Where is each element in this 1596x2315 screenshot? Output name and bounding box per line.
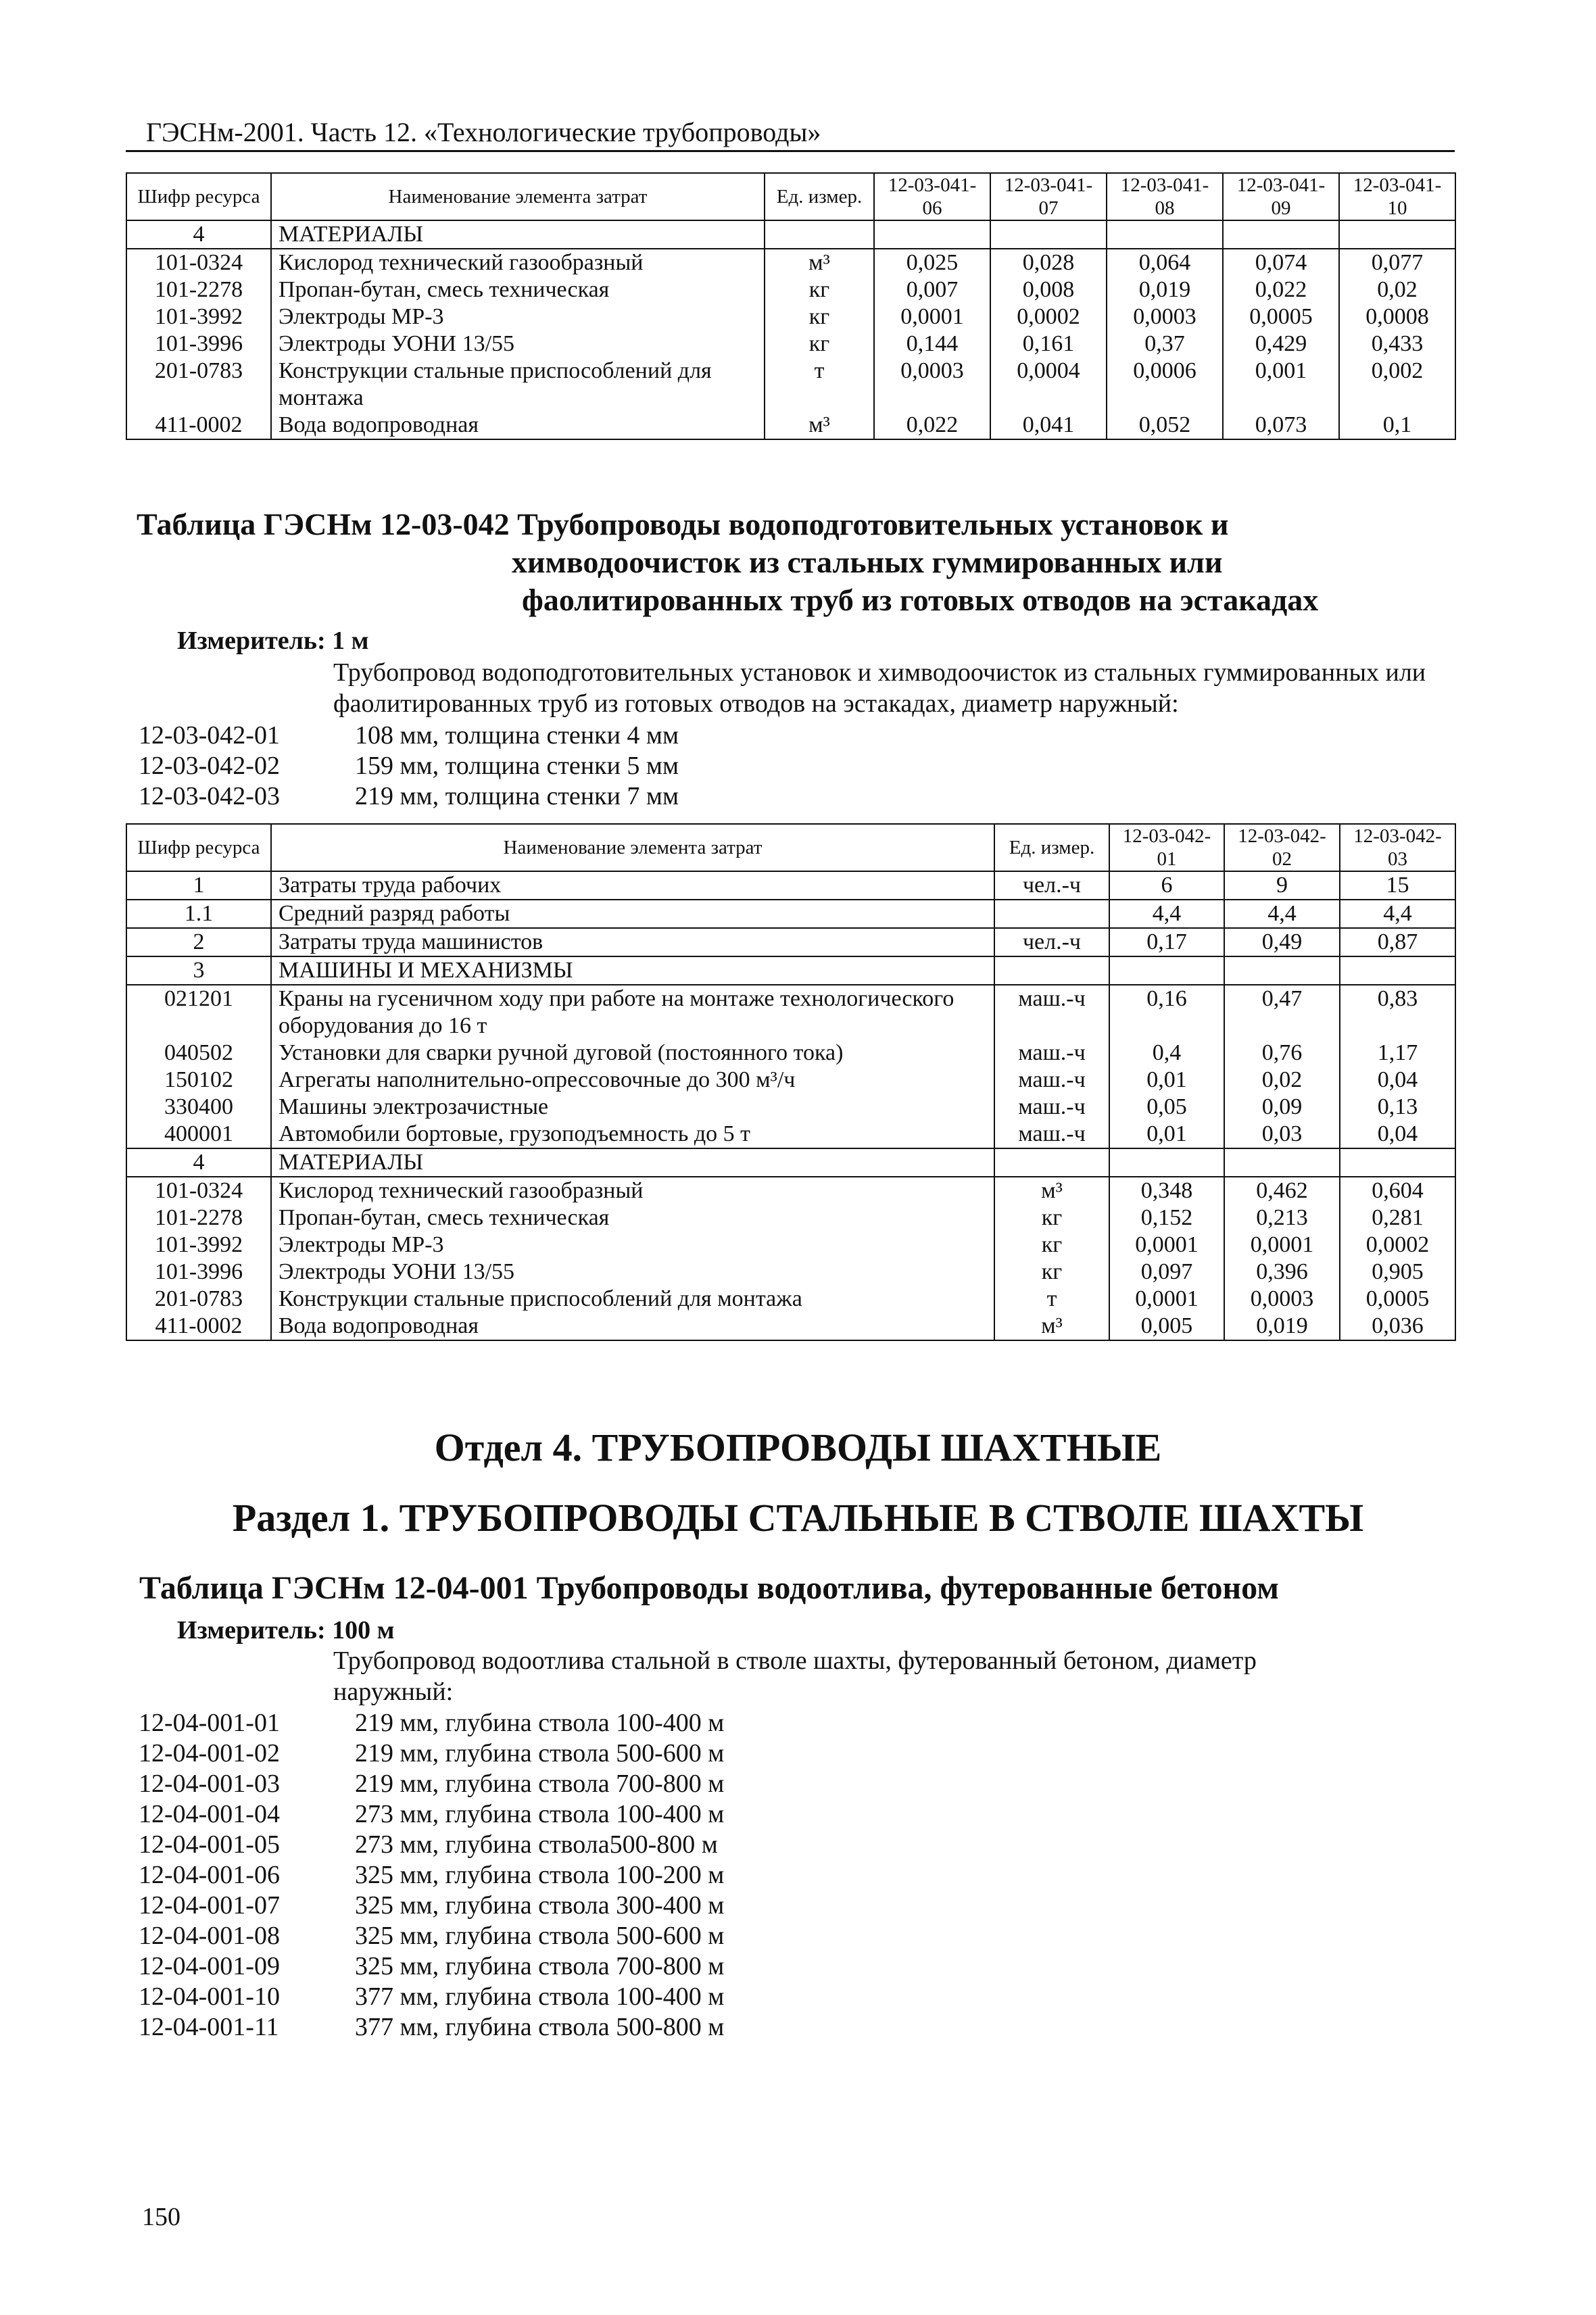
norm-value: 0,019 xyxy=(1107,276,1223,303)
norm-value: 0,01 xyxy=(1109,1067,1224,1094)
norm-value: 0,16 xyxy=(1109,985,1224,1040)
table-row xyxy=(126,1040,1455,1067)
norm-value: 0,604 xyxy=(1340,1177,1455,1204)
norm-value: 0,036 xyxy=(1340,1313,1455,1340)
resource-code: 400001 xyxy=(126,1121,271,1148)
variant-code: 12-04-001-08 xyxy=(139,1922,280,1950)
table2-description: Трубопровод водоподготовительных установок и химводоочисток из стальных гуммированных или фаолитированных труб из готовых отводов на эстакадах, диаметр наружный: xyxy=(333,658,1426,718)
norm-value: 0,09 xyxy=(1224,1094,1340,1121)
table-row xyxy=(126,1259,1455,1286)
norm-value: 0,87 xyxy=(1340,928,1455,956)
t1-header-0: Шифр ресурса xyxy=(126,173,271,220)
variant-row xyxy=(139,1982,724,2012)
variant-row xyxy=(139,1951,724,1982)
running-title: ГЭСНм-2001. Часть 12. «Технологические трубопроводы» xyxy=(146,117,821,147)
resource-code: 040502 xyxy=(126,1040,271,1067)
variant-code: 12-04-001-03 xyxy=(139,1770,280,1798)
norm-value: 0,008 xyxy=(990,276,1107,303)
resource-code: 411-0002 xyxy=(126,412,271,439)
variant-code: 12-03-042-03 xyxy=(139,782,280,810)
variant-text: 325 мм, глубина ствола 500-600 м xyxy=(355,1922,725,1950)
variant-text: 273 мм, глубина ствола500-800 м xyxy=(355,1830,718,1859)
resource-code: 201-0783 xyxy=(126,1286,271,1313)
variant-code: 12-03-042-01 xyxy=(139,721,280,750)
unit: маш.-ч xyxy=(994,1121,1109,1148)
norm-value: 0,064 xyxy=(1107,249,1223,276)
norm-value xyxy=(874,220,990,249)
variant-text: 325 мм, глубина ствола 100-200 м xyxy=(355,1861,725,1889)
unit: м³ xyxy=(765,249,874,276)
title-line-1: Таблица ГЭСНм 12-03-042 Трубопроводы водоподготовительных установок и xyxy=(137,507,1229,541)
cost-element-name: МАТЕРИАЛЫ xyxy=(271,220,765,249)
cost-element-name: Кислород технический газообразный xyxy=(271,249,765,276)
unit: чел.-ч xyxy=(994,871,1109,900)
variant-row xyxy=(139,1860,724,1891)
norm-value: 0,007 xyxy=(874,276,990,303)
cost-element-name: Электроды УОНИ 13/55 xyxy=(271,1259,994,1286)
variant-code: 12-04-001-11 xyxy=(139,2013,279,2041)
resource-code: 4 xyxy=(126,1148,271,1177)
table-12-04-001-title: Таблица ГЭСНм 12-04-001 Трубопроводы водоотлива, футерованные бетоном xyxy=(139,1570,1279,1606)
table-row xyxy=(126,985,1455,1040)
table3-variants xyxy=(139,1708,724,2043)
table-row xyxy=(126,412,1455,439)
table-row xyxy=(126,1148,1455,1177)
norm-value: 0,0001 xyxy=(1109,1232,1224,1259)
norm-value: 0,83 xyxy=(1340,985,1455,1040)
resource-code: 411-0002 xyxy=(126,1313,271,1340)
variant-row xyxy=(139,1738,724,1769)
norm-value: 0,433 xyxy=(1339,331,1455,358)
norm-value: 6 xyxy=(1109,871,1224,900)
resource-code: 4 xyxy=(126,220,271,249)
norm-value: 0,05 xyxy=(1109,1094,1224,1121)
meter-12-03-042 xyxy=(177,626,369,656)
resource-code: 330400 xyxy=(126,1094,271,1121)
unit: м³ xyxy=(765,412,874,439)
table-row xyxy=(126,1204,1455,1232)
norm-value: 0,905 xyxy=(1340,1259,1455,1286)
variant-code: 12-04-001-06 xyxy=(139,1861,280,1889)
norm-value xyxy=(1224,1148,1340,1177)
variant-text: 219 мм, толщина стенки 7 мм xyxy=(355,782,679,810)
norm-value: 0,005 xyxy=(1109,1313,1224,1340)
table-12-03-042-title xyxy=(137,506,1421,619)
norm-value xyxy=(1109,956,1224,985)
variant-code: 12-04-001-04 xyxy=(139,1800,280,1828)
cost-element-name: Агрегаты наполнительно-опрессовочные до 300 м³/ч xyxy=(271,1067,994,1094)
norm-value xyxy=(1223,220,1339,249)
cost-element-name: Затраты труда машинистов xyxy=(271,928,994,956)
t1-header-5: 12-03-041-08 xyxy=(1107,173,1223,220)
variant-text: 377 мм, глубина ствола 500-800 м xyxy=(355,2013,725,2041)
resource-code: 101-0324 xyxy=(126,1177,271,1204)
norm-value: 0,028 xyxy=(990,249,1107,276)
header-rule xyxy=(126,150,1455,152)
norm-value: 0,4 xyxy=(1109,1040,1224,1067)
norm-value: 0,1 xyxy=(1339,412,1455,439)
cost-element-name: Электроды УОНИ 13/55 xyxy=(271,331,765,358)
cost-element-name: Электроды МР-3 xyxy=(271,1232,994,1259)
cost-element-name: Краны на гусеничном ходу при работе на монтаже технологического оборудования до 16 т xyxy=(271,985,994,1040)
unit: чел.-ч xyxy=(994,928,1109,956)
table-row xyxy=(126,1067,1455,1094)
cost-element-name: Машины электрозачистные xyxy=(271,1094,994,1121)
norm-value xyxy=(1339,220,1455,249)
meter-12-04-001 xyxy=(177,1615,395,1645)
meter-value: 100 м xyxy=(332,1616,395,1644)
norm-value: 0,0003 xyxy=(874,358,990,412)
norm-value: 0,002 xyxy=(1339,358,1455,412)
table-row xyxy=(126,928,1455,956)
norm-value: 0,13 xyxy=(1340,1094,1455,1121)
variant-text: 159 мм, толщина стенки 5 мм xyxy=(355,752,679,780)
resource-code: 101-3992 xyxy=(126,303,271,331)
norm-value: 0,0001 xyxy=(1224,1232,1340,1259)
variant-row xyxy=(139,1891,724,1921)
cost-element-name: Установки для сварки ручной дуговой (постоянного тока) xyxy=(271,1040,994,1067)
norm-value: 0,077 xyxy=(1339,249,1455,276)
variant-text: 219 мм, глубина ствола 500-600 м xyxy=(355,1739,725,1768)
table-row xyxy=(126,1094,1455,1121)
t2-header-0: Шифр ресурса xyxy=(126,824,271,871)
unit: кг xyxy=(994,1259,1109,1286)
table-row xyxy=(126,276,1455,303)
unit: кг xyxy=(765,303,874,331)
resource-code: 1 xyxy=(126,871,271,900)
variant-row xyxy=(139,1921,724,1951)
resource-code: 101-3996 xyxy=(126,1259,271,1286)
table-row xyxy=(126,956,1455,985)
norm-value: 0,17 xyxy=(1109,928,1224,956)
cost-element-name: Электроды МР-3 xyxy=(271,303,765,331)
variant-text: 108 мм, толщина стенки 4 мм xyxy=(355,721,679,750)
norm-value: 0,02 xyxy=(1339,276,1455,303)
norm-value: 0,052 xyxy=(1107,412,1223,439)
norm-value: 0,04 xyxy=(1340,1067,1455,1094)
table-row xyxy=(126,1121,1455,1148)
unit: маш.-ч xyxy=(994,1067,1109,1094)
variant-text: 325 мм, глубина ствола 700-800 м xyxy=(355,1952,725,1980)
norm-value: 0,073 xyxy=(1223,412,1339,439)
meter-label: Измеритель: xyxy=(177,627,326,655)
norm-value: 0,0004 xyxy=(990,358,1107,412)
variant-row xyxy=(139,1799,724,1830)
t2-header-2: Ед. измер. xyxy=(994,824,1109,871)
norm-value: 0,074 xyxy=(1223,249,1339,276)
resource-code: 101-2278 xyxy=(126,1204,271,1232)
variant-row xyxy=(139,781,679,812)
norm-value: 0,097 xyxy=(1109,1259,1224,1286)
cost-element-name: Конструкции стальные приспособлений для монтажа xyxy=(271,358,765,412)
norm-value: 4,4 xyxy=(1224,900,1340,928)
table-row xyxy=(126,871,1455,900)
variant-text: 325 мм, глубина ствола 300-400 м xyxy=(355,1891,725,1920)
t1-header-1: Наименование элемента затрат xyxy=(271,173,765,220)
unit xyxy=(994,900,1109,928)
t1-header-6: 12-03-041-09 xyxy=(1223,173,1339,220)
norm-value: 0,0003 xyxy=(1224,1286,1340,1313)
norm-value: 0,04 xyxy=(1340,1121,1455,1148)
resource-code: 1.1 xyxy=(126,900,271,928)
table-row xyxy=(126,1177,1455,1204)
norm-value xyxy=(1224,956,1340,985)
table-row xyxy=(126,220,1455,249)
resource-code: 101-3992 xyxy=(126,1232,271,1259)
norm-value xyxy=(1340,1148,1455,1177)
t1-header-3: 12-03-041-06 xyxy=(874,173,990,220)
cost-element-name: Автомобили бортовые, грузоподъемность до 5 т xyxy=(271,1121,994,1148)
unit: м³ xyxy=(994,1313,1109,1340)
table-row xyxy=(126,900,1455,928)
norm-value: 0,022 xyxy=(874,412,990,439)
variant-text: 219 мм, глубина ствола 100-400 м xyxy=(355,1709,725,1737)
norm-value: 0,348 xyxy=(1109,1177,1224,1204)
norm-value: 4,4 xyxy=(1109,900,1224,928)
cost-element-name: Затраты труда рабочих xyxy=(271,871,994,900)
unit: кг xyxy=(994,1232,1109,1259)
norm-value: 0,396 xyxy=(1224,1259,1340,1286)
table-042-resources xyxy=(126,823,1456,1341)
t2-header-1: Наименование элемента затрат xyxy=(271,824,994,871)
norm-value: 0,0006 xyxy=(1107,358,1223,412)
variant-code: 12-04-001-05 xyxy=(139,1830,280,1859)
unit xyxy=(994,956,1109,985)
variant-code: 12-04-001-09 xyxy=(139,1952,280,1980)
norm-value: 0,03 xyxy=(1224,1121,1340,1148)
variant-code: 12-04-001-02 xyxy=(139,1739,280,1768)
norm-value: 0,0008 xyxy=(1339,303,1455,331)
norm-value: 0,001 xyxy=(1223,358,1339,412)
resource-code: 021201 xyxy=(126,985,271,1040)
norm-value: 0,025 xyxy=(874,249,990,276)
norm-value: 0,019 xyxy=(1224,1313,1340,1340)
norm-value: 0,213 xyxy=(1224,1204,1340,1232)
cost-element-name: Вода водопроводная xyxy=(271,1313,994,1340)
table-row xyxy=(126,1286,1455,1313)
meter-label: Измеритель: xyxy=(177,1616,326,1644)
title-line-3: фаолитированных труб из готовых отводов на эстакадах xyxy=(522,583,1319,617)
variant-text: 219 мм, глубина ствола 700-800 м xyxy=(355,1770,725,1798)
cost-element-name: МАШИНЫ И МЕХАНИЗМЫ xyxy=(271,956,994,985)
norm-value: 0,01 xyxy=(1109,1121,1224,1148)
t2-header-4: 12-03-042-02 xyxy=(1224,824,1340,871)
table-row xyxy=(126,331,1455,358)
norm-value: 0,0002 xyxy=(990,303,1107,331)
page-number: 150 xyxy=(142,2203,180,2231)
t1-header-7: 12-03-041-10 xyxy=(1339,173,1455,220)
resource-code: 2 xyxy=(126,928,271,956)
norm-value: 15 xyxy=(1340,871,1455,900)
norm-value: 0,152 xyxy=(1109,1204,1224,1232)
norm-value: 1,17 xyxy=(1340,1040,1455,1067)
norm-value xyxy=(1107,220,1223,249)
table-row xyxy=(126,1313,1455,1340)
resource-code: 201-0783 xyxy=(126,358,271,412)
variant-text: 377 мм, глубина ствола 100-400 м xyxy=(355,1982,725,2011)
unit: маш.-ч xyxy=(994,1040,1109,1067)
norm-value xyxy=(990,220,1107,249)
variant-row xyxy=(139,1708,724,1738)
resource-code: 150102 xyxy=(126,1067,271,1094)
norm-value: 0,161 xyxy=(990,331,1107,358)
variant-text: 273 мм, глубина ствола 100-400 м xyxy=(355,1800,725,1828)
variant-row xyxy=(139,2012,724,2043)
t1-header-2: Ед. измер. xyxy=(765,173,874,220)
variant-code: 12-04-001-01 xyxy=(139,1709,280,1737)
cost-element-name: Конструкции стальные приспособлений для монтажа xyxy=(271,1286,994,1313)
variant-row xyxy=(139,1769,724,1799)
unit: маш.-ч xyxy=(994,985,1109,1040)
norm-value: 0,49 xyxy=(1224,928,1340,956)
unit: маш.-ч xyxy=(994,1094,1109,1121)
resource-code: 3 xyxy=(126,956,271,985)
cost-element-name: Средний разряд работы xyxy=(271,900,994,928)
norm-value: 0,0002 xyxy=(1340,1232,1455,1259)
norm-value xyxy=(1109,1148,1224,1177)
variant-code: 12-03-042-02 xyxy=(139,752,280,780)
norm-value: 0,0001 xyxy=(874,303,990,331)
table3-description: Трубопровод водоотлива стальной в стволе шахты, футерованный бетоном, диаметр наружный: xyxy=(333,1647,1257,1706)
norm-value: 0,462 xyxy=(1224,1177,1340,1204)
section-title: Раздел 1. ТРУБОПРОВОДЫ СТАЛЬНЫЕ В СТВОЛЕ ШАХТЫ xyxy=(232,1496,1364,1540)
table-041-materials xyxy=(126,172,1456,440)
norm-value: 0,0005 xyxy=(1223,303,1339,331)
unit: кг xyxy=(765,276,874,303)
cost-element-name: МАТЕРИАЛЫ xyxy=(271,1148,994,1177)
variant-row xyxy=(139,721,679,751)
norm-value: 9 xyxy=(1224,871,1340,900)
unit: т xyxy=(765,358,874,412)
resource-code: 101-2278 xyxy=(126,276,271,303)
cost-element-name: Кислород технический газообразный xyxy=(271,1177,994,1204)
norm-value: 0,47 xyxy=(1224,985,1340,1040)
unit xyxy=(994,1148,1109,1177)
table-row xyxy=(126,1232,1455,1259)
title-line-2: химводоочисток из стальных гуммированных или xyxy=(512,545,1223,579)
t1-header-4: 12-03-041-07 xyxy=(990,173,1107,220)
variant-code: 12-04-001-07 xyxy=(139,1891,280,1920)
norm-value: 0,281 xyxy=(1340,1204,1455,1232)
norm-value: 0,041 xyxy=(990,412,1107,439)
norm-value xyxy=(1340,956,1455,985)
variant-row xyxy=(139,751,679,781)
table2-variants xyxy=(139,721,679,812)
resource-code: 101-3996 xyxy=(126,331,271,358)
norm-value: 0,02 xyxy=(1224,1067,1340,1094)
unit: кг xyxy=(994,1204,1109,1232)
norm-value: 4,4 xyxy=(1340,900,1455,928)
norm-value: 0,37 xyxy=(1107,331,1223,358)
department-title: Отдел 4. ТРУБОПРОВОДЫ ШАХТНЫЕ xyxy=(434,1425,1162,1469)
norm-value: 0,0001 xyxy=(1109,1286,1224,1313)
norm-value: 0,022 xyxy=(1223,276,1339,303)
norm-value: 0,429 xyxy=(1223,331,1339,358)
table-row xyxy=(126,249,1455,276)
cost-element-name: Пропан-бутан, смесь техническая xyxy=(271,1204,994,1232)
unit: м³ xyxy=(994,1177,1109,1204)
resource-code: 101-0324 xyxy=(126,249,271,276)
norm-value: 0,0003 xyxy=(1107,303,1223,331)
variant-code: 12-04-001-10 xyxy=(139,1982,280,2011)
norm-value: 0,144 xyxy=(874,331,990,358)
t2-header-5: 12-03-042-03 xyxy=(1340,824,1455,871)
meter-value: 1 м xyxy=(332,627,369,655)
cost-element-name: Вода водопроводная xyxy=(271,412,765,439)
variant-row xyxy=(139,1830,724,1860)
cost-element-name: Пропан-бутан, смесь техническая xyxy=(271,276,765,303)
t2-header-3: 12-03-042-01 xyxy=(1109,824,1224,871)
norm-value: 0,76 xyxy=(1224,1040,1340,1067)
norm-value: 0,0005 xyxy=(1340,1286,1455,1313)
unit: т xyxy=(994,1286,1109,1313)
unit xyxy=(765,220,874,249)
table-row xyxy=(126,358,1455,412)
unit: кг xyxy=(765,331,874,358)
table-row xyxy=(126,303,1455,331)
